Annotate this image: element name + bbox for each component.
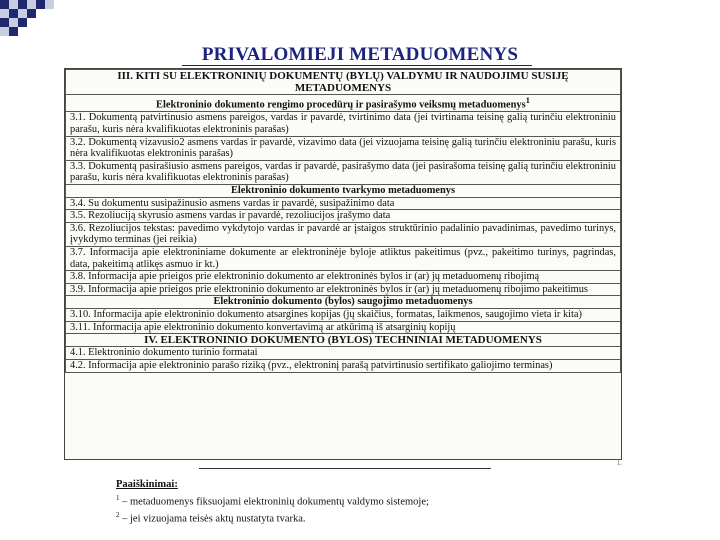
table-row: 3.9. Informacija apie prieigos prie elektroninio dokumento ar elektroninės bylos ir (ar) jų metaduomenų ribojimo pakeitimus — [66, 283, 621, 296]
table-row: 3.5. Rezoliuciją skyrusio asmens vardas ir pavardė, rezoliucijos įrašymo data — [66, 210, 621, 223]
metadata-table — [65, 69, 621, 373]
metadata-table-image — [64, 68, 622, 460]
decorative-checker-pattern — [0, 0, 66, 40]
footnotes — [116, 479, 429, 526]
footnote-divider — [199, 468, 491, 469]
notes-heading: Paaiškinimai: — [116, 479, 178, 490]
section-4-title: IV. ELEKTRONINIO DOKUMENTO (BYLOS) TECHNINIAI METADUOMENYS — [66, 334, 621, 347]
table-row: 3.4. Su dokumentu susipažinusio asmens vardas ir pavardė, susipažinimo data — [66, 197, 621, 210]
table-row: 3.6. Rezoliucijos tekstas: pavedimo vykdytojo vardas ir pavardė ar įstaigos struktūrinio padalinio pavadinimas, pavedimo turinys, įvykdymo terminas (jei reikia) — [66, 222, 621, 246]
table-row: 3.3. Dokumentą pasirašiusio asmens pareigos, vardas ir pavardė, pasirašymo data (jei pasirašoma teisinę galią turinčiu elektroniniu parašu, kuris nėra kvalifikuotas elektroninis parašas) — [66, 160, 621, 184]
footnote-2: $^2$ – jei vizuojama teisės aktų nustatyta tvarka. — [116, 510, 306, 524]
table-row: 3.10. Informacija apie elektroninio dokumento atsargines kopijas (jų skaičius, formatas, laikmenos, saugojimo vieta ir kita) — [66, 308, 621, 321]
table-row: 3.2. Dokumentą vizavusio2 asmens vardas ir pavardė, vizavimo data (jei vizuojama teisinę galią turinčiu elektroniniu parašu, kuris nėra kvalifikuotas elektroninis parašas) — [66, 136, 621, 160]
section-3-title: III. KITI SU ELEKTRONINIŲ DOKUMENTŲ (BYLŲ) VALDYMU IR NAUDOJIMU SUSIJĘ METADUOMENYS — [66, 70, 621, 95]
footnote-1: $^1$ – metaduomenys fiksuojami elektroninių dokumentų valdymo sistemoje; — [116, 493, 429, 507]
title-underline — [182, 65, 532, 66]
table-row: 4.2. Informacija apie elektroninio parašo riziką (pvz., elektroninį parašą patvirtinusio sertifikato galiojimo terminas) — [66, 359, 621, 372]
subhead-handling: Elektroninio dokumento tvarkymo metaduomenys — [66, 185, 621, 198]
table-row: 4.1. Elektroninio dokumento turinio formatai — [66, 347, 621, 360]
subhead-preparation: Elektroninio dokumento rengimo procedūrų ir pasirašymo veiksmų metaduomenys$^1$ — [66, 95, 621, 112]
subhead-storage: Elektroninio dokumento (bylos) saugojimo metaduomenys — [66, 296, 621, 309]
corner-mark: L — [617, 458, 622, 467]
table-row: 3.7. Informacija apie elektroniniame dokumente ar elektroninėje byloje atliktus pakeitimus (pvz., pakeitimo turinys, pagrindas, data, pakeitimą atlikęs asmuo ir kt.) — [66, 247, 621, 271]
table-row: 3.1. Dokumentą patvirtinusio asmens pareigos, vardas ir pavardė, tvirtinimo data (jei tvirtinama teisinę galią turinčiu elektroniniu parašu, kuris nėra kvalifikuotas elektroninis parašas) — [66, 112, 621, 136]
slide-title: PRIVALOMIEJI METADUOMENYS — [201, 44, 519, 65]
table-row: 3.8. Informacija apie prieigos prie elektroninio dokumento ar elektroninės bylos ir (ar) jų metaduomenų ribojimą — [66, 271, 621, 284]
table-row: 3.11. Informacija apie elektroninio dokumento konvertavimą ar atkūrimą iš atsarginių kopijų — [66, 321, 621, 334]
